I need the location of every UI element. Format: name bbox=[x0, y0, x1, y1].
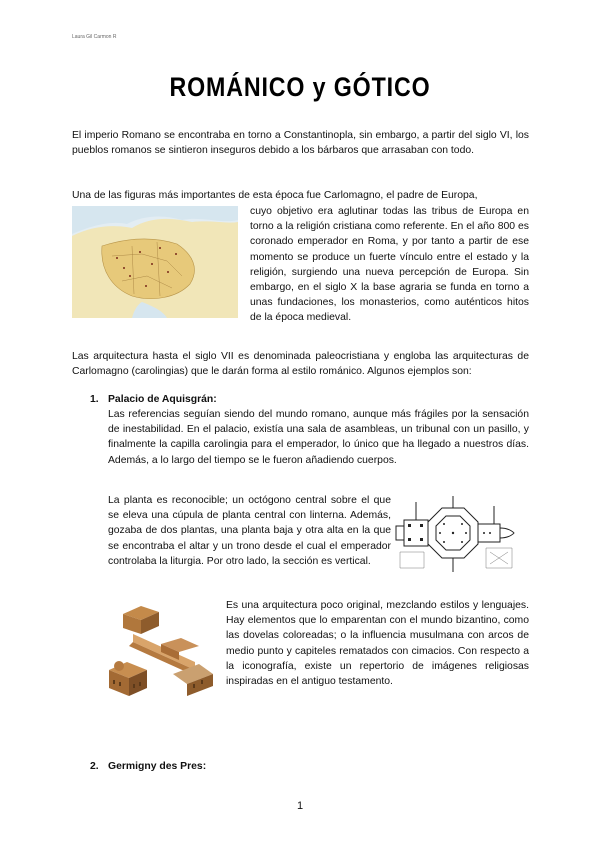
page-number: 1 bbox=[296, 800, 304, 812]
carlomagno-paragraph-lead: Una de las figuras más importantes de esta época fue Carlomagno, el padre de Europa, bbox=[72, 190, 478, 201]
aquisgran-paragraph-2: La planta es reconocible; un octógono central sobre el que se eleva una cúpula de planta central con linterna. Además, gozaba de dos plantas, una planta baja y otra alta en la que se encontraba el altar y un trono desde el cual el emperador controlaba la liturgia. Por otro lado, la sección es vertical. bbox=[108, 495, 391, 567]
intro-paragraph: El imperio Romano se encontraba en torno a Constantinopla, sin embargo, a partir del siglo VI, los pueblos romanos se sintieron inseguros debido a los bárbaros que arrasaban con todo. bbox=[72, 130, 529, 157]
paleocristiana-paragraph: Las arquitectura hasta el siglo VII es denominada paleocristiana y engloba las arquitecturas de Carlomagno (carolingias) que le darán forma al estilo románico. Algunos ejemplos son: bbox=[72, 351, 529, 378]
list-number: 1. bbox=[90, 394, 99, 405]
list-number: 2. bbox=[90, 761, 99, 772]
carlomagno-paragraph-body: cuyo objetivo era aglutinar todas las tribus de Europa en torno a la religión cristiana como referente. En el año 800 es coronado emperador en Roma, y por tanto a partir de ese momento se produce un fuerte vínculo entre el estado y la religión, surgiendo una nueva percepción de Europa. Sin embargo, en el siglo X la base agraria se funda en torno a unas fundaciones, los monasterios, como auténticos hitos de la época medieval. bbox=[250, 206, 529, 324]
aachen-floor-plan-image bbox=[394, 492, 522, 576]
carolingian-empire-map-image bbox=[72, 206, 238, 318]
page-header-author: Laura Gil Carmon R bbox=[72, 34, 117, 40]
list-item-palacio-aquisgran bbox=[90, 394, 217, 405]
aquisgran-paragraph-3: Es una arquitectura poco original, mezclando estilos y lenguajes. Hay elementos que lo emparentan con el mundo bizantino, como las dovelas coloreadas; o la influencia musulmana con arcos de medio punto y capiteles rematados con cimacios. Con respecto a la iconografía, existe un repertorio de imágenes religiosas inspiradas en el antiguo testamento. bbox=[226, 600, 529, 688]
list-heading: Palacio de Aquisgrán: bbox=[108, 394, 217, 405]
page-title: ROMÁNICO y GÓTICO bbox=[169, 72, 431, 102]
aquisgran-paragraph-1: Las referencias seguían siendo del mundo romano, aunque más frágiles por la sensación de inestabilidad. En el palacio, existía una sala de asambleas, un tribunal con un pasillo, y finalmente la capilla carolingia para el emperador, lo único que ha llegado a nuestros días. Además, a lo largo del tiempo se le fueron añadiendo cuerpos. bbox=[108, 409, 529, 466]
list-item-germigny-des-pres bbox=[90, 761, 206, 772]
list-heading: Germigny des Pres: bbox=[108, 761, 207, 772]
aachen-palace-reconstruction-image bbox=[103, 600, 215, 704]
